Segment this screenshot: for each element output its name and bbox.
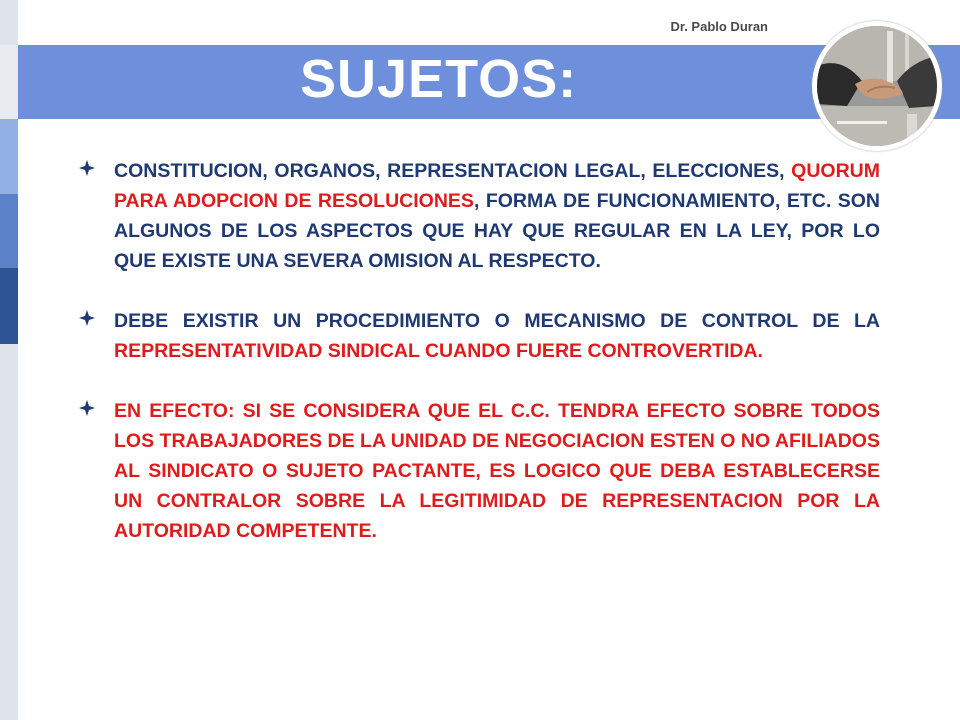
left-accent-segment-2 — [0, 119, 18, 194]
bullet-list — [78, 156, 880, 576]
bullet-3-text: EN EFECTO: SI SE CONSIDERA QUE EL C.C. TENDRA EFECTO SOBRE TODOS LOS TRABAJADORES DE LA UNIDAD DE NEGOCIACION ESTEN O NO AFILIADOS AL SINDICATO O SUJETO PACTANTE, ES LOGICO QUE DEBA ESTABLECERSE UN CONTRALOR SOBRE LA LEGITIMIDAD DE REPRESENTACION POR LA AUTORIDAD COMPETENTE. — [114, 400, 880, 542]
diamond-bullet-icon — [78, 309, 96, 327]
left-accent-segment-1 — [0, 45, 18, 119]
left-accent-segment-3 — [0, 194, 18, 268]
bullet-item-1 — [78, 156, 880, 276]
author-label: Dr. Pablo Duran — [670, 19, 768, 34]
handshake-photo — [817, 26, 937, 146]
diamond-bullet-icon — [78, 399, 96, 417]
bullet-2-highlight: REPRESENTATIVIDAD SINDICAL CUANDO FUERE CONTROVERTIDA. — [114, 340, 763, 362]
bullet-item-2 — [78, 306, 880, 366]
diamond-bullet-icon — [78, 159, 96, 177]
left-accent-segment-4 — [0, 268, 18, 344]
bullet-1-text-c: , FORMA DE FUNCIONAMIENTO, ETC. SON ALGUNOS DE LOS ASPECTOS QUE HAY QUE REGULAR EN LA LEY, POR LO QUE EXISTE UNA SEVERA OMISION AL RESPECTO. — [114, 190, 880, 272]
bullet-2-text-a: DEBE EXISTIR UN PROCEDIMIENTO O MECANISMO DE CONTROL DE LA — [114, 310, 880, 332]
slide-title: SUJETOS: — [300, 49, 578, 109]
bullet-1-text-a: CONSTITUCION, ORGANOS, REPRESENTACION LEGAL, ELECCIONES, — [114, 160, 792, 182]
bullet-item-3 — [78, 396, 880, 546]
bullet-1-highlight: QUORUM PARA ADOPCION DE RESOLUCIONES — [114, 160, 880, 212]
